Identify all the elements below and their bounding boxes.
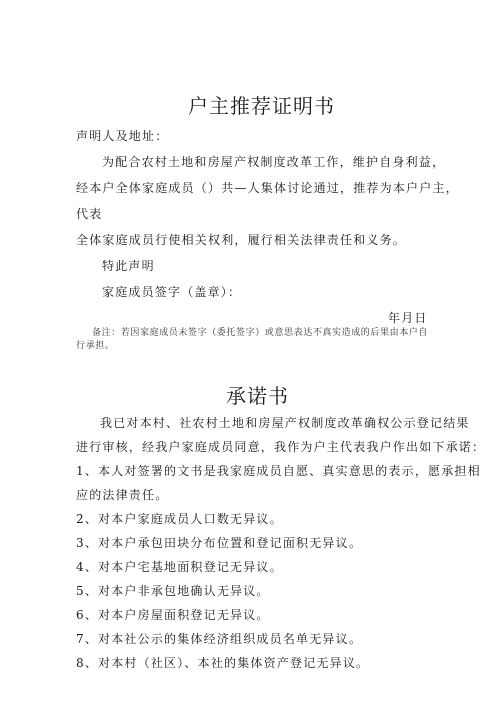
recommendation-title: 户主推荐证明书 bbox=[188, 94, 335, 118]
remark-note: 备注：若因家庭成员未签字（委托签字）或意思表达不真实造成的后果由本户自行承担。 bbox=[76, 328, 429, 351]
declarant-address-line: 声明人及地址： bbox=[76, 129, 169, 143]
hereby-declare-line: 特此声明 bbox=[102, 259, 155, 273]
commitment-intro-line-2: 进行审核，经我户家庭成员同意，我作为户主代表我户作出如下承诺： bbox=[76, 440, 486, 454]
commitment-item-5: 5、对本户非承包地确认无异议。 bbox=[76, 584, 270, 598]
commitment-item-1-cont: 应的法律责任。 bbox=[76, 488, 169, 502]
date-line: 年月日 bbox=[388, 311, 428, 325]
commitment-item-6: 6、对本户房屋面积登记无异议。 bbox=[76, 608, 270, 622]
commitment-item-1: 1、本人对签署的文书是我家庭成员自愿、真实意思的表示，愿承担相 bbox=[76, 464, 481, 478]
rights-line: 全体家庭成员行使相关权利，履行相关法律责任和义务。 bbox=[76, 233, 407, 247]
commitment-item-4: 4、对本户宅基地面积登记无异议。 bbox=[76, 560, 283, 574]
commitment-item-2: 2、对本户家庭成员人口数无异议。 bbox=[76, 512, 283, 526]
commitment-item-8: 8、对本村（社区）、本社的集体资产登记无异议。 bbox=[76, 656, 370, 670]
purpose-line: 为配合农村土地和房屋产权制度改革工作，维护自身利益， bbox=[102, 155, 446, 169]
family-signature-line: 家庭成员签字（盖章）： bbox=[102, 285, 242, 299]
commitment-intro-line-1: 我已对本村、社农村土地和房屋产权制度改革确权公示登记结果 bbox=[100, 416, 470, 430]
commitment-title: 承诺书 bbox=[226, 384, 289, 408]
commitment-item-3: 3、对本户承包田块分布位置和登记面积无异议。 bbox=[76, 536, 363, 550]
nomination-line: 经本户全体家庭成员（）共—人集体讨论通过，推荐为本户户主， bbox=[76, 181, 459, 195]
commitment-item-7: 7、对本社公示的集体经济组织成员名单无异议。 bbox=[76, 632, 363, 646]
represent-line: 代表 bbox=[76, 207, 103, 221]
